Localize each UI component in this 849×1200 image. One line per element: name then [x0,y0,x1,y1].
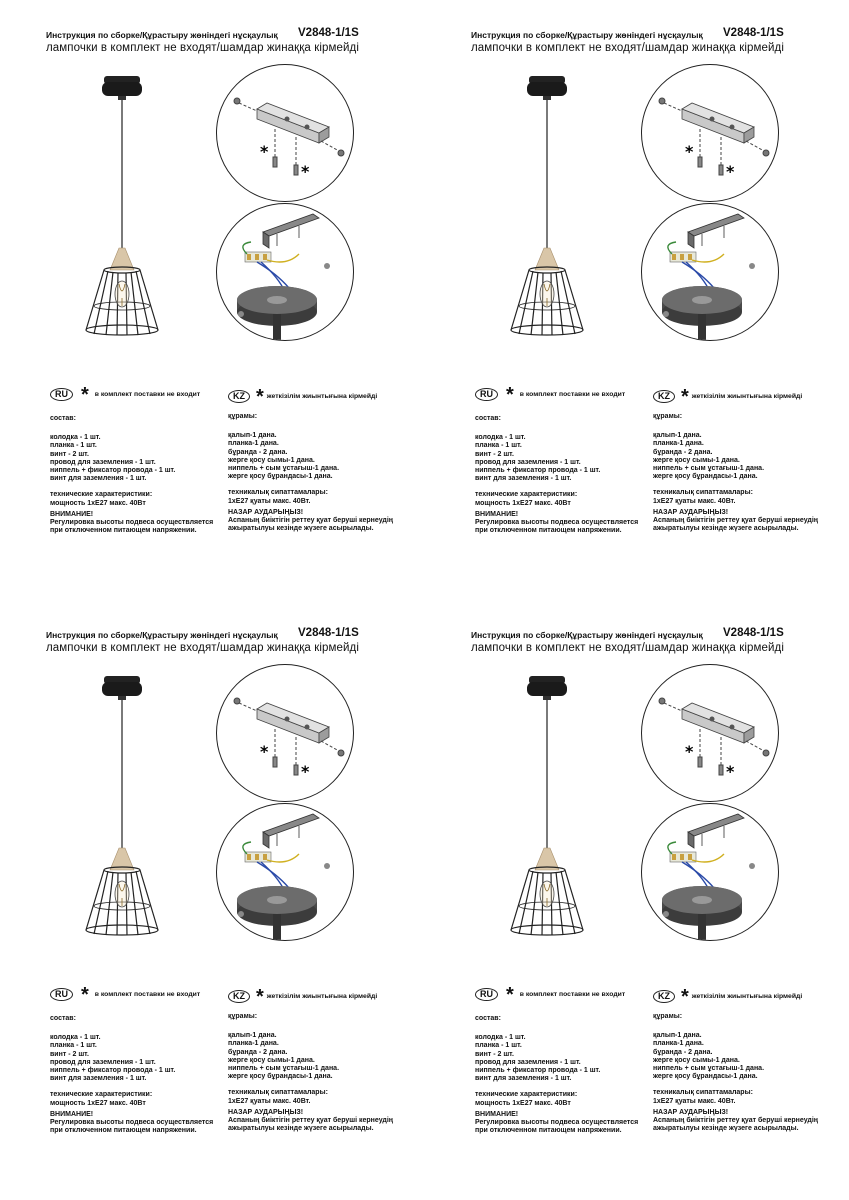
list-item: планка-1 дана. [653,440,704,448]
ru-warning-line: при отключенном питающем напряжении. [475,1127,622,1135]
list-item: жерге қосу сымы-1 дана. [653,1056,740,1064]
kz-warning-heading: НАЗАР АУДАРЫҢЫЗ! [653,508,729,516]
ru-warning-heading: ВНИМАНИЕ! [50,1110,94,1118]
list-item: колодка - 1 шт. [475,1034,526,1042]
kz-spec-value: 1хЕ27 қуаты макс. 40Вт. [653,497,736,505]
kz-warning-line: ажыратылуы кезінде жүзеге асырылады. [653,1125,799,1133]
ru-not-included-note: в комплект поставки не входит [519,391,626,398]
mounting-plate [257,703,329,743]
list-item: жерге қосу сымы-1 дана. [228,1056,315,1064]
ru-contents-heading: состав: [475,1015,501,1022]
kz-legend [228,385,378,408]
not-included-marker: * [685,142,694,161]
list-item: провод для заземления - 1 шт. [475,458,581,466]
list-item: винт для заземления - 1 шт. [475,1075,572,1083]
not-included-marker: * [260,742,269,761]
kz-warning-line: Аспаның биіктігін реттеу қуат беруші кернеудің [653,517,819,525]
ru-contents-list [50,434,213,483]
list-item: планка-1 дана. [228,440,279,448]
ru-spec-value: мощность 1хЕ27 макс. 40Вт [50,1099,146,1107]
model-number: V2848-1/1S [723,627,784,639]
ceiling-canopy [662,886,742,941]
instruction-title: Инструкция по сборке/Құрастыру жөніндегі нұсқаулық [46,30,278,40]
kz-warning-heading: НАЗАР АУДАРЫҢЫЗ! [653,1108,729,1116]
list-item: ниппель + сым ұстағыш-1 дана. [228,465,340,473]
asterisk-icon: * [681,985,689,1008]
ru-contents-heading: состав: [50,415,76,422]
not-included-marker: * [260,142,269,161]
pendant-lamp-illustration [507,76,597,346]
instruction-title: Инструкция по сборке/Құрастыру жөніндегі нұсқаулық [46,630,278,640]
kz-warning-line: ажыратылуы кезінде жүзеге асырылады. [228,1125,374,1133]
bulbs-note: лампочки в комплект не входят/шамдар жинаққа кірмейді [46,42,359,54]
list-item: жерге қосу бұрандасы-1 дана. [228,473,333,481]
mounting-bracket-diagram [641,64,779,202]
kz-contents-column [653,1013,818,1133]
list-item: бұранда - 2 дана. [653,1048,713,1056]
ru-spec-heading: технические характеристики: [50,491,153,499]
list-item: винт - 2 шт. [50,1050,89,1058]
kz-legend [653,985,803,1008]
not-included-marker: * [685,742,694,761]
ru-warning-line: при отключенном питающем напряжении. [50,1127,197,1135]
kz-contents-heading: құрамы: [228,1013,258,1020]
kz-not-included-note: жеткізілім жиынтығына кірмейді [266,993,378,1000]
wiring-canopy-diagram [641,803,779,941]
kz-spec-value: 1хЕ27 қуаты макс. 40Вт. [653,1097,736,1105]
mounting-plate [257,103,329,143]
ru-contents-column [50,415,213,535]
ceiling-canopy [662,286,742,341]
list-item: жерге қосу сымы-1 дана. [653,456,740,464]
ru-spec-value: мощность 1хЕ27 макс. 40Вт [475,499,571,507]
pendant-lamp-illustration [507,676,597,946]
kz-spec-heading: техникалық сипаттамалары: [653,1089,753,1097]
list-item: қалып-1 дана. [653,1032,702,1040]
kz-warning-line: Аспаның биіктігін реттеу қуат беруші кернеудің [653,1117,819,1125]
mounting-bracket-diagram [216,664,354,802]
ru-contents-heading: состав: [50,1015,76,1022]
kz-contents-list [653,1032,818,1081]
ru-not-included-note: в комплект поставки не входит [94,991,201,998]
kz-contents-heading: құрамы: [653,413,683,420]
ru-warning-heading: ВНИМАНИЕ! [475,510,519,518]
model-number: V2848-1/1S [723,27,784,39]
kz-spec-heading: техникалық сипаттамалары: [653,489,753,497]
kz-contents-heading: құрамы: [228,413,258,420]
ru-warning-heading: ВНИМАНИЕ! [475,1110,519,1118]
kz-warning-line: Аспаның биіктігін реттеу қуат беруші кернеудің [228,517,394,525]
ru-warning-line: Регулировка высоты подвеса осуществляется [475,1119,639,1127]
bulb [115,281,129,307]
list-item: винт для заземления - 1 шт. [50,475,147,483]
kz-spec-heading: техникалық сипаттамалары: [228,489,328,497]
kz-contents-heading: құрамы: [653,1013,683,1020]
list-item: қалып-1 дана. [228,1032,277,1040]
ru-warning-line: Регулировка высоты подвеса осуществляется [50,519,214,527]
ru-warning-heading: ВНИМАНИЕ! [50,510,94,518]
ru-legend [50,983,201,1006]
mounting-bracket-diagram [641,664,779,802]
kz-badge: KZ [228,990,250,1003]
wiring-canopy-diagram [216,803,354,941]
asterisk-icon: * [681,385,689,408]
bulbs-note: лампочки в комплект не входят/шамдар жинаққа кірмейді [46,642,359,654]
bracket [263,214,319,248]
list-item: жерге қосу бұрандасы-1 дана. [653,1073,758,1081]
model-number: V2848-1/1S [298,27,359,39]
kz-warning-heading: НАЗАР АУДАРЫҢЫЗ! [228,1108,304,1116]
kz-legend [228,985,378,1008]
kz-contents-list [228,432,393,481]
list-item: винт для заземления - 1 шт. [475,475,572,483]
list-item: колодка - 1 шт. [50,434,101,442]
ru-contents-heading: состав: [475,415,501,422]
bulbs-note: лампочки в комплект не входят/шамдар жинаққа кірмейді [471,42,784,54]
asterisk-icon: * [256,985,264,1008]
ru-contents-list [50,1034,213,1083]
list-item: ниппель + фиксатор провода - 1 шт. [50,1067,176,1075]
model-number: V2848-1/1S [298,627,359,639]
bracket [263,814,319,848]
asterisk-icon: * [506,983,514,1006]
kz-not-included-note: жеткізілім жиынтығына кірмейді [691,993,803,1000]
list-item: провод для заземления - 1 шт. [50,458,156,466]
kz-not-included-note: жеткізілім жиынтығына кірмейді [266,393,378,400]
not-included-marker: * [301,162,310,181]
kz-warning-heading: НАЗАР АУДАРЫҢЫЗ! [228,508,304,516]
ru-contents-column [50,1015,213,1135]
ru-spec-value: мощность 1хЕ27 макс. 40Вт [50,499,146,507]
ru-contents-list [475,434,638,483]
ru-warning-line: Регулировка высоты подвеса осуществляется [50,1119,214,1127]
ru-warning-line: при отключенном питающем напряжении. [475,527,622,535]
asterisk-icon: * [81,383,89,406]
ru-contents-column [475,1015,638,1135]
bracket [688,214,744,248]
wires [243,842,299,892]
ru-warning-line: при отключенном питающем напряжении. [50,527,197,535]
list-item: бұранда - 2 дана. [228,448,288,456]
list-item: бұранда - 2 дана. [228,1048,288,1056]
list-item: планка - 1 шт. [475,1042,522,1050]
list-item: ниппель + фиксатор провода - 1 шт. [50,467,176,475]
list-item: провод для заземления - 1 шт. [50,1058,156,1066]
mounting-plate [682,703,754,743]
kz-contents-column [228,1013,393,1133]
bulbs-note: лампочки в комплект не входят/шамдар жинаққа кірмейді [471,642,784,654]
list-item: бұранда - 2 дана. [653,448,713,456]
bracket [688,814,744,848]
asterisk-icon: * [506,383,514,406]
ru-badge: RU [50,388,73,401]
kz-badge: KZ [653,990,675,1003]
list-item: ниппель + сым ұстағыш-1 дана. [653,1065,765,1073]
list-item: ниппель + фиксатор провода - 1 шт. [475,467,601,475]
ru-legend [475,983,626,1006]
list-item: винт - 2 шт. [50,450,89,458]
list-item: ниппель + фиксатор провода - 1 шт. [475,1067,601,1075]
wiring-canopy-diagram [641,203,779,341]
instruction-panel [425,0,849,600]
ceiling-canopy [237,886,317,941]
wires [668,842,724,892]
ru-spec-heading: технические характеристики: [475,491,578,499]
mounting-plate [682,103,754,143]
ru-not-included-note: в комплект поставки не входит [519,991,626,998]
list-item: ниппель + сым ұстағыш-1 дана. [653,465,765,473]
list-item: жерге қосу бұрандасы-1 дана. [228,1073,333,1081]
ru-not-included-note: в комплект поставки не входит [94,391,201,398]
ru-legend [475,383,626,406]
ru-spec-heading: технические характеристики: [475,1091,578,1099]
bulb [540,281,554,307]
kz-badge: KZ [228,390,250,403]
ru-badge: RU [50,988,73,1001]
list-item: ниппель + сым ұстағыш-1 дана. [228,1065,340,1073]
kz-badge: KZ [653,390,675,403]
list-item: қалып-1 дана. [228,432,277,440]
ru-contents-column [475,415,638,535]
wiring-canopy-diagram [216,203,354,341]
list-item: винт - 2 шт. [475,1050,514,1058]
kz-contents-list [228,1032,393,1081]
ru-contents-list [475,1034,638,1083]
list-item: қалып-1 дана. [653,432,702,440]
instruction-panel [0,0,424,600]
ru-badge: RU [475,988,498,1001]
list-item: винт для заземления - 1 шт. [50,1075,147,1083]
list-item: колодка - 1 шт. [50,1034,101,1042]
asterisk-icon: * [256,385,264,408]
not-included-marker: * [726,762,735,781]
not-included-marker: * [726,162,735,181]
kz-spec-value: 1хЕ27 қуаты макс. 40Вт. [228,1097,311,1105]
mounting-bracket-diagram [216,64,354,202]
instruction-panel [0,600,424,1200]
not-included-marker: * [301,762,310,781]
kz-spec-heading: техникалық сипаттамалары: [228,1089,328,1097]
list-item: колодка - 1 шт. [475,434,526,442]
pendant-lamp-illustration [82,676,172,946]
list-item: провод для заземления - 1 шт. [475,1058,581,1066]
instruction-title: Инструкция по сборке/Құрастыру жөніндегі нұсқаулық [471,630,703,640]
kz-contents-column [228,413,393,533]
bulb [115,881,129,907]
kz-not-included-note: жеткізілім жиынтығына кірмейді [691,393,803,400]
kz-spec-value: 1хЕ27 қуаты макс. 40Вт. [228,497,311,505]
list-item: жерге қосу сымы-1 дана. [228,456,315,464]
instruction-title: Инструкция по сборке/Құрастыру жөніндегі нұсқаулық [471,30,703,40]
list-item: жерге қосу бұрандасы-1 дана. [653,473,758,481]
ru-warning-line: Регулировка высоты подвеса осуществляется [475,519,639,527]
list-item: винт - 2 шт. [475,450,514,458]
bulb [540,881,554,907]
ru-spec-heading: технические характеристики: [50,1091,153,1099]
wires [668,242,724,292]
ru-spec-value: мощность 1хЕ27 макс. 40Вт [475,1099,571,1107]
ru-legend [50,383,201,406]
list-item: планка - 1 шт. [475,442,522,450]
asterisk-icon: * [81,983,89,1006]
list-item: планка - 1 шт. [50,442,97,450]
list-item: планка-1 дана. [228,1040,279,1048]
kz-warning-line: ажыратылуы кезінде жүзеге асырылады. [653,525,799,533]
ru-badge: RU [475,388,498,401]
kz-legend [653,385,803,408]
kz-contents-column [653,413,818,533]
pendant-lamp-illustration [82,76,172,346]
ceiling-canopy [237,286,317,341]
instruction-panel [425,600,849,1200]
kz-warning-line: Аспаның биіктігін реттеу қуат беруші кернеудің [228,1117,394,1125]
kz-contents-list [653,432,818,481]
list-item: планка-1 дана. [653,1040,704,1048]
kz-warning-line: ажыратылуы кезінде жүзеге асырылады. [228,525,374,533]
list-item: планка - 1 шт. [50,1042,97,1050]
wires [243,242,299,292]
